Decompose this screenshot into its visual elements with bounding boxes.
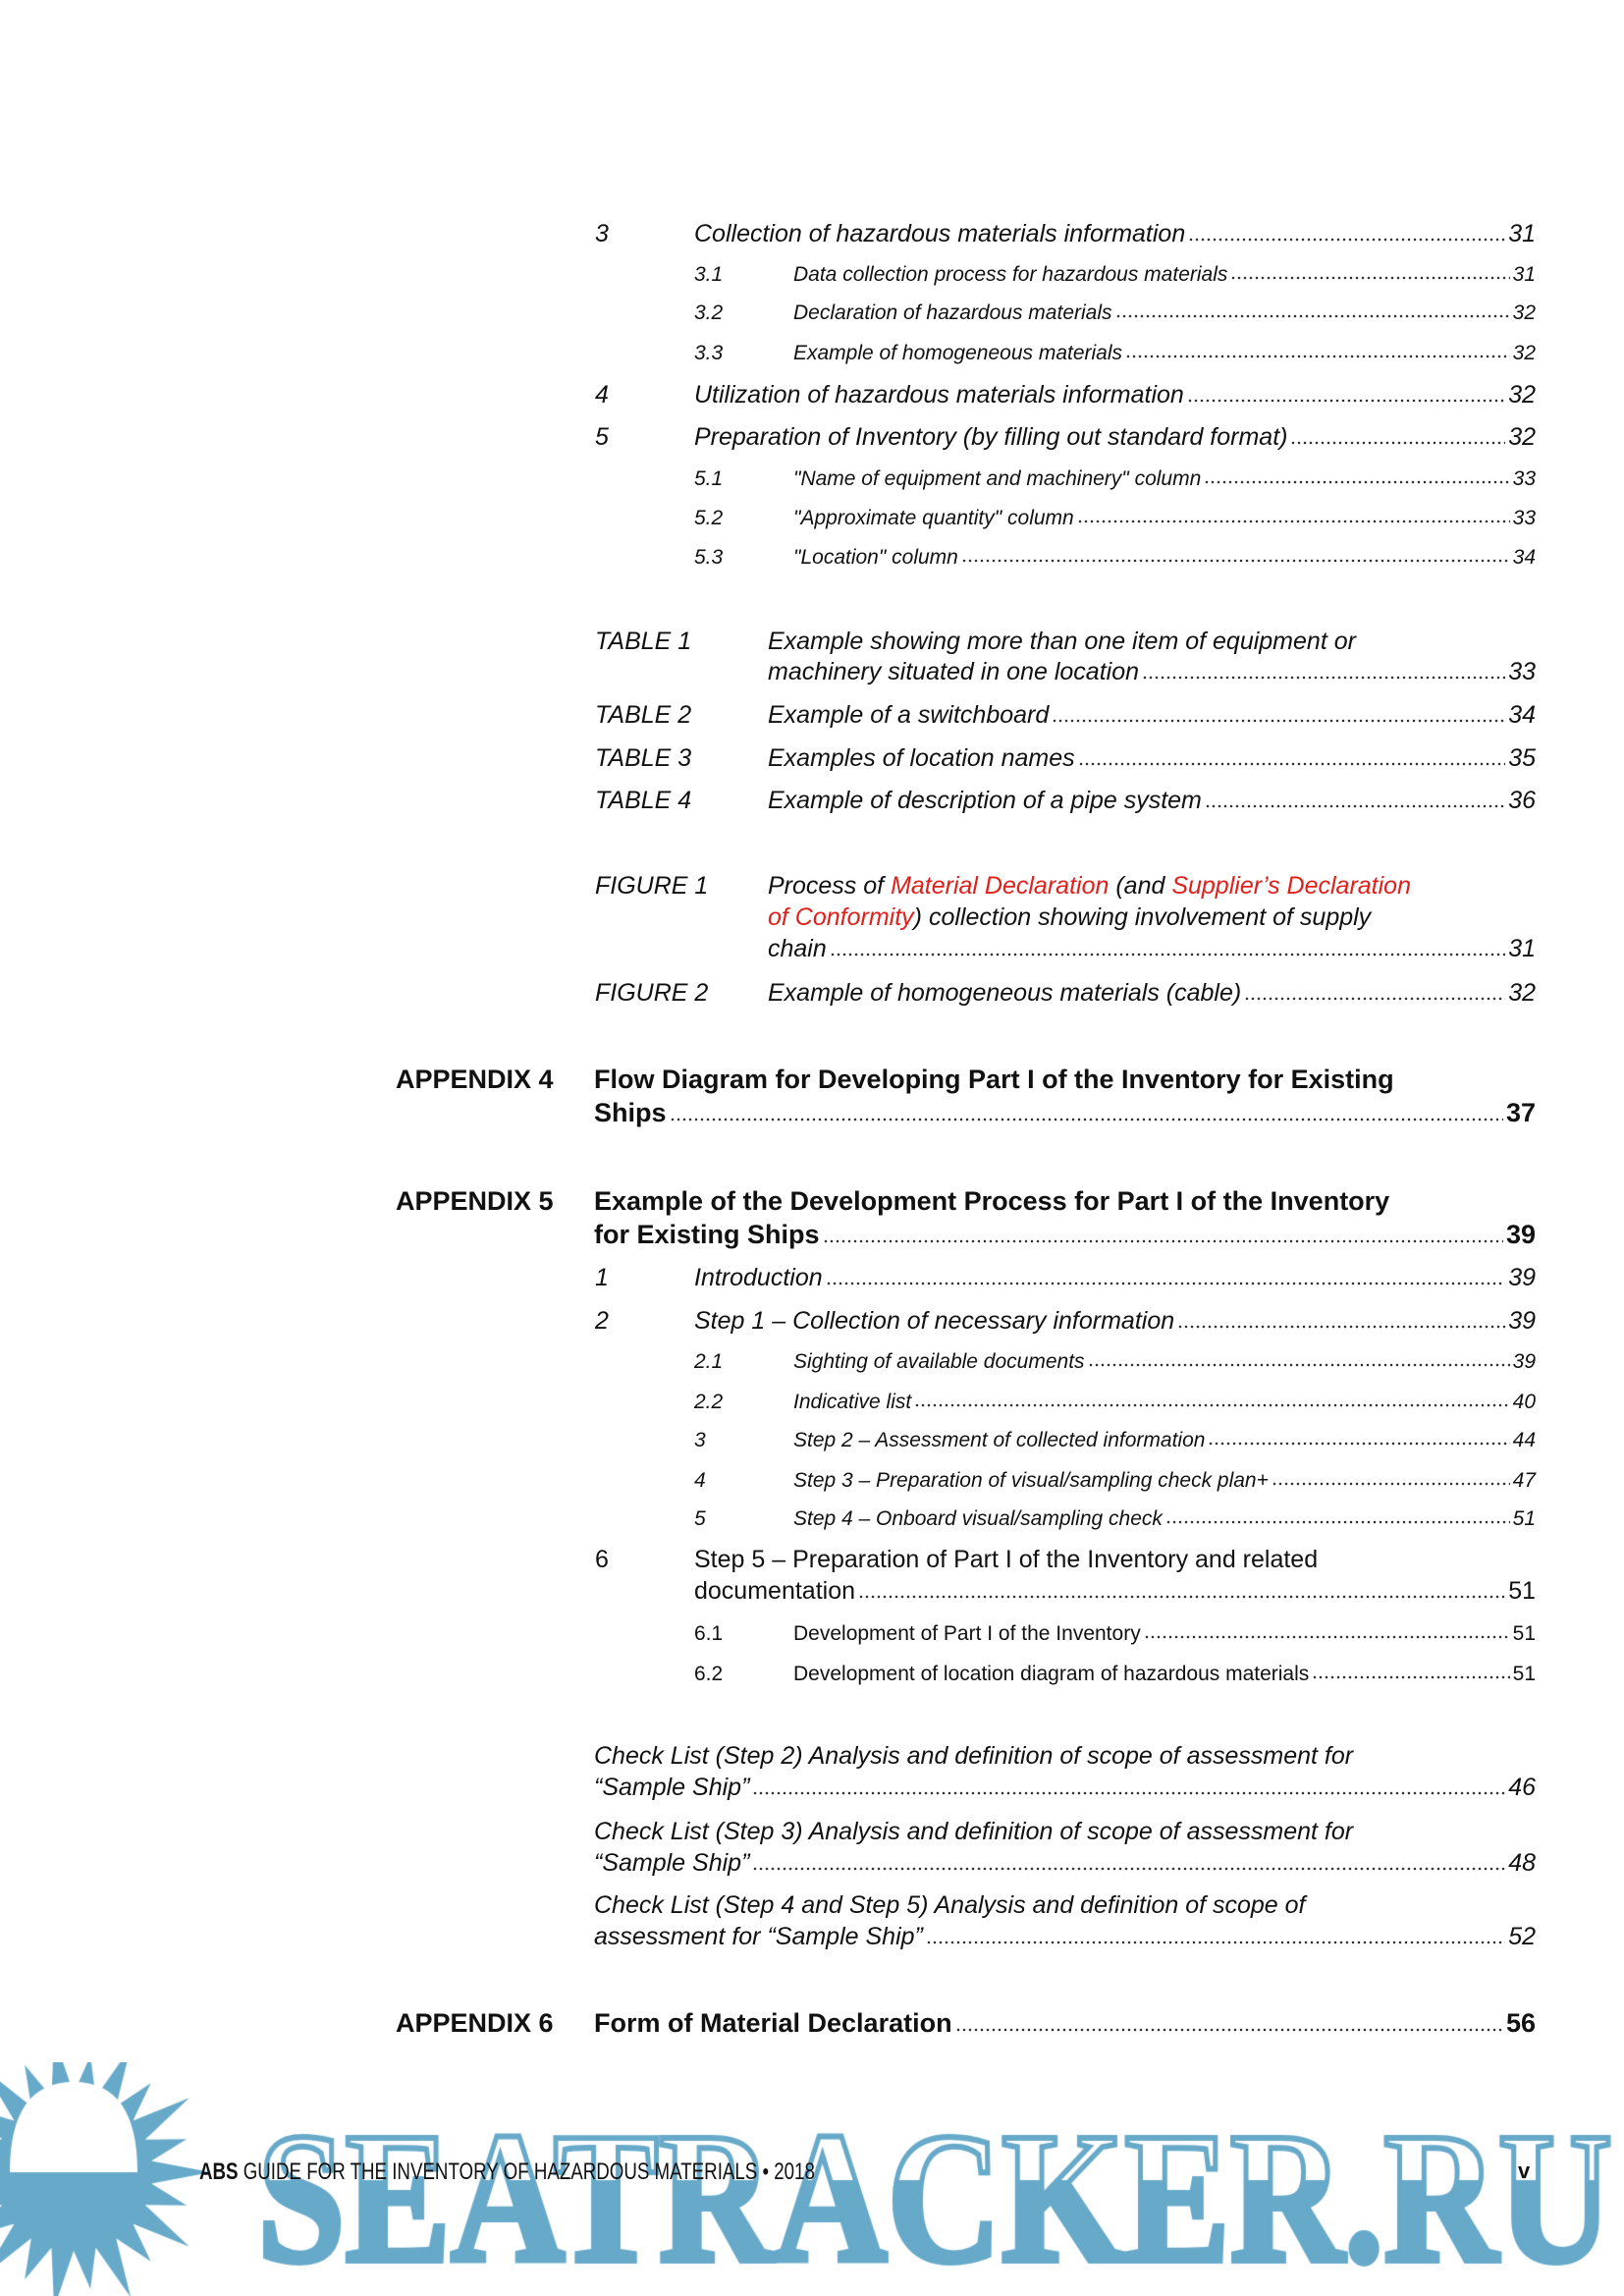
toc-entry-title: Indicative list 40 [793, 1390, 1536, 1413]
dot-leader [752, 1791, 1505, 1795]
toc-entry-title: Sighting of available documents 39 [793, 1350, 1536, 1374]
footer-title: GUIDE FOR THE INVENTORY OF HAZARDOUS MATERIALS • 2018 [243, 2159, 815, 2185]
toc-entry-title: Flow Diagram for Developing Part I of the Inventory for Existing [594, 1065, 1394, 1095]
toc-entry-page: 36 [1508, 787, 1536, 815]
toc-entry-number: 6 [595, 1546, 609, 1574]
toc-entry-title: Ships 37 [594, 1097, 1536, 1127]
toc-entry-page: 32 [1512, 341, 1536, 364]
toc-entry-number: 2 [595, 1306, 609, 1335]
toc-entry-title: Example of the Development Process for Part I of the Inventory [594, 1185, 1390, 1216]
toc-entry-title: Check List (Step 2) Analysis and definition of scope of assessment for [594, 1742, 1354, 1771]
toc-entry-page: 32 [1508, 380, 1536, 409]
toc-entry-page: 56 [1505, 2008, 1536, 2039]
toc-entry-title: Introduction 39 [694, 1263, 1536, 1291]
toc-entry-number: 6.1 [694, 1621, 724, 1645]
dot-leader [1187, 399, 1505, 403]
toc-entry-page: 39 [1508, 1263, 1536, 1291]
toc-entry-number: 5 [595, 423, 609, 452]
toc-entry-title: Preparation of Inventory (by filling out standard format) 32 [694, 423, 1536, 452]
toc-entry-page: 31 [1508, 219, 1536, 247]
dot-leader [752, 1867, 1505, 1871]
dot-leader [955, 2028, 1503, 2032]
dot-leader [1077, 519, 1510, 523]
toc-entry-title: Step 2 – Assessment of collected information 44 [793, 1428, 1536, 1451]
toc-entry-title: "Name of equipment and machinery" column 33 [793, 466, 1536, 490]
toc-entry-title: Example of a switchboard 34 [768, 700, 1536, 729]
toc-entry-number: 2.2 [694, 1390, 724, 1413]
toc-entry-number: TABLE 3 [595, 743, 692, 772]
toc-entry-title: Development of location diagram of hazardous materials 51 [793, 1662, 1536, 1685]
toc-entry-page: 44 [1512, 1428, 1536, 1451]
toc-entry-number: 5.3 [694, 545, 724, 569]
toc-entry-page: 35 [1508, 743, 1536, 772]
toc-entry-page: 33 [1512, 466, 1536, 490]
dot-leader [823, 1239, 1503, 1243]
toc-entry-page: 48 [1508, 1848, 1536, 1877]
toc-entry-title: “Sample Ship” 48 [594, 1848, 1536, 1877]
dot-leader [1142, 676, 1505, 680]
toc-entry-title: Examples of location names 35 [768, 743, 1536, 772]
toc-entry-number: TABLE 4 [595, 787, 692, 815]
toc-entry-title: Step 5 – Preparation of Part I of the Inventory and related [694, 1546, 1319, 1574]
toc-entry-number: 5 [694, 1506, 706, 1530]
dot-leader [1290, 441, 1505, 445]
toc-entry-title: Example of description of a pipe system 36 [768, 787, 1536, 815]
toc-entry-title: Step 4 – Onboard visual/sampling check 51 [793, 1506, 1536, 1530]
dot-leader [1052, 719, 1505, 723]
toc-entry-number: 3 [694, 1428, 706, 1451]
dot-leader [1272, 1482, 1510, 1486]
toc-entry-page: 46 [1508, 1773, 1536, 1801]
toc-entry-page: 51 [1508, 1576, 1536, 1605]
toc-entry-page: 32 [1508, 423, 1536, 452]
toc-entry-page: 51 [1512, 1621, 1536, 1645]
toc-entry-title: "Location" column 34 [793, 545, 1536, 569]
toc-entry-number: 3.1 [694, 263, 724, 287]
toc-entry-title [768, 902, 1371, 932]
dot-leader [1115, 314, 1510, 318]
dot-leader [1205, 804, 1505, 808]
toc-entry-title: Data collection process for hazardous materials 31 [793, 263, 1536, 287]
footer-brand: ABS [199, 2159, 239, 2185]
dot-leader [1188, 238, 1505, 242]
toc-entry-title: machinery situated in one location 33 [768, 658, 1536, 686]
toc-entry-title: Check List (Step 4 and Step 5) Analysis and definition of scope of [594, 1891, 1306, 1920]
dot-leader [830, 953, 1505, 957]
dot-leader [670, 1118, 1503, 1121]
title-text: ) collection showing involvement of supply [913, 902, 1372, 931]
toc-entry-page: 32 [1508, 978, 1536, 1007]
toc-entry-number: TABLE 2 [595, 700, 692, 729]
toc-entry-number: 1 [595, 1263, 609, 1291]
footer [199, 2159, 815, 2186]
toc-entry-number: FIGURE 1 [595, 872, 709, 901]
toc-entry-title: Example showing more than one item of equipment or [768, 627, 1356, 655]
dot-leader [1312, 1675, 1509, 1679]
toc-entry-page: 34 [1508, 700, 1536, 729]
red-link-text: Supplier’s Declaration [1171, 872, 1411, 901]
toc-entry-number: 4 [694, 1468, 706, 1492]
toc-entry-number: 5.2 [694, 507, 724, 530]
toc-entry-title: Example of homogeneous materials (cable) 32 [768, 978, 1536, 1007]
toc-entry-number: 3 [595, 219, 609, 247]
toc-entry-page: 39 [1512, 1350, 1536, 1374]
toc-entry-number: 3.3 [694, 341, 724, 364]
toc-entry-title: “Sample Ship” 46 [594, 1773, 1536, 1801]
toc-entry-title: Declaration of hazardous materials 32 [793, 301, 1536, 325]
toc-entry-number: APPENDIX 5 [396, 1185, 554, 1216]
toc-entry-number: 3.2 [694, 301, 724, 325]
dot-leader [926, 1941, 1505, 1944]
dot-leader [961, 559, 1510, 563]
toc-entry-title: "Approximate quantity" column 33 [793, 507, 1536, 530]
toc-entry-page: 47 [1512, 1468, 1536, 1492]
toc-entry-title: Utilization of hazardous materials information 32 [694, 380, 1536, 409]
toc-entry-page: 39 [1505, 1220, 1536, 1250]
toc-entry-page: 33 [1508, 658, 1536, 686]
toc-entry-title: Development of Part I of the Inventory 51 [793, 1621, 1536, 1645]
toc-entry-page: 51 [1512, 1506, 1536, 1530]
dot-leader [1088, 1363, 1510, 1367]
dot-leader [1177, 1325, 1505, 1329]
dot-leader [1244, 997, 1505, 1001]
toc-entry-page: 51 [1512, 1662, 1536, 1685]
dot-leader [914, 1403, 1509, 1407]
toc-entry-page: 31 [1512, 263, 1536, 287]
dot-leader [1208, 1442, 1509, 1446]
toc-entry-page: 40 [1512, 1390, 1536, 1413]
dot-leader [1204, 480, 1509, 484]
toc-entry-title: Step 1 – Collection of necessary information 39 [694, 1306, 1536, 1335]
toc-entry-page: 31 [1508, 934, 1536, 962]
red-link-text: of Conformity [768, 902, 914, 931]
toc-entry-title: Form of Material Declaration 56 [594, 2008, 1536, 2039]
toc-entry-number: APPENDIX 6 [396, 2008, 554, 2039]
dot-leader [1078, 762, 1506, 766]
dot-leader [858, 1595, 1505, 1599]
toc-entry-number: 5.1 [694, 466, 724, 490]
toc-entry-title: Collection of hazardous materials information 31 [694, 219, 1536, 247]
toc-entry-number: APPENDIX 4 [396, 1065, 554, 1095]
toc-entry-page: 52 [1508, 1922, 1536, 1950]
toc-entry-title: chain 31 [768, 934, 1536, 962]
toc-entry-number: 2.1 [694, 1350, 724, 1374]
dot-leader [1125, 355, 1510, 358]
toc-entry-page: 39 [1508, 1306, 1536, 1335]
toc-entry-number: FIGURE 2 [595, 978, 709, 1007]
toc-entry-page: 34 [1512, 545, 1536, 569]
toc-entry-title: assessment for “Sample Ship” 52 [594, 1922, 1536, 1950]
toc-entry-number: TABLE 1 [595, 627, 692, 655]
toc-entry-page: 37 [1505, 1097, 1536, 1127]
toc-entry-title: for Existing Ships 39 [594, 1220, 1536, 1250]
toc-entry-title: documentation 51 [694, 1576, 1536, 1605]
toc-entry-number: 6.2 [694, 1662, 724, 1685]
red-link-text: Material Declaration [891, 872, 1110, 901]
toc-entry-title: Check List (Step 3) Analysis and definition of scope of assessment for [594, 1817, 1354, 1845]
page-number: v [1518, 2159, 1531, 2183]
dot-leader [1165, 1520, 1510, 1524]
toc-entry-page: 32 [1512, 301, 1536, 325]
toc-entry-title [768, 871, 1411, 901]
dot-leader [1144, 1635, 1510, 1639]
title-text: Process of [768, 872, 892, 901]
toc-entry-page: 33 [1512, 507, 1536, 530]
dot-leader [826, 1282, 1506, 1285]
dot-leader [1230, 276, 1509, 280]
toc-entry-title: Step 3 – Preparation of visual/sampling check plan+ 47 [793, 1468, 1536, 1492]
toc-entry-number: 4 [595, 380, 609, 409]
toc-entry-title: Example of homogeneous materials 32 [793, 341, 1536, 364]
title-text: (and [1109, 872, 1172, 901]
